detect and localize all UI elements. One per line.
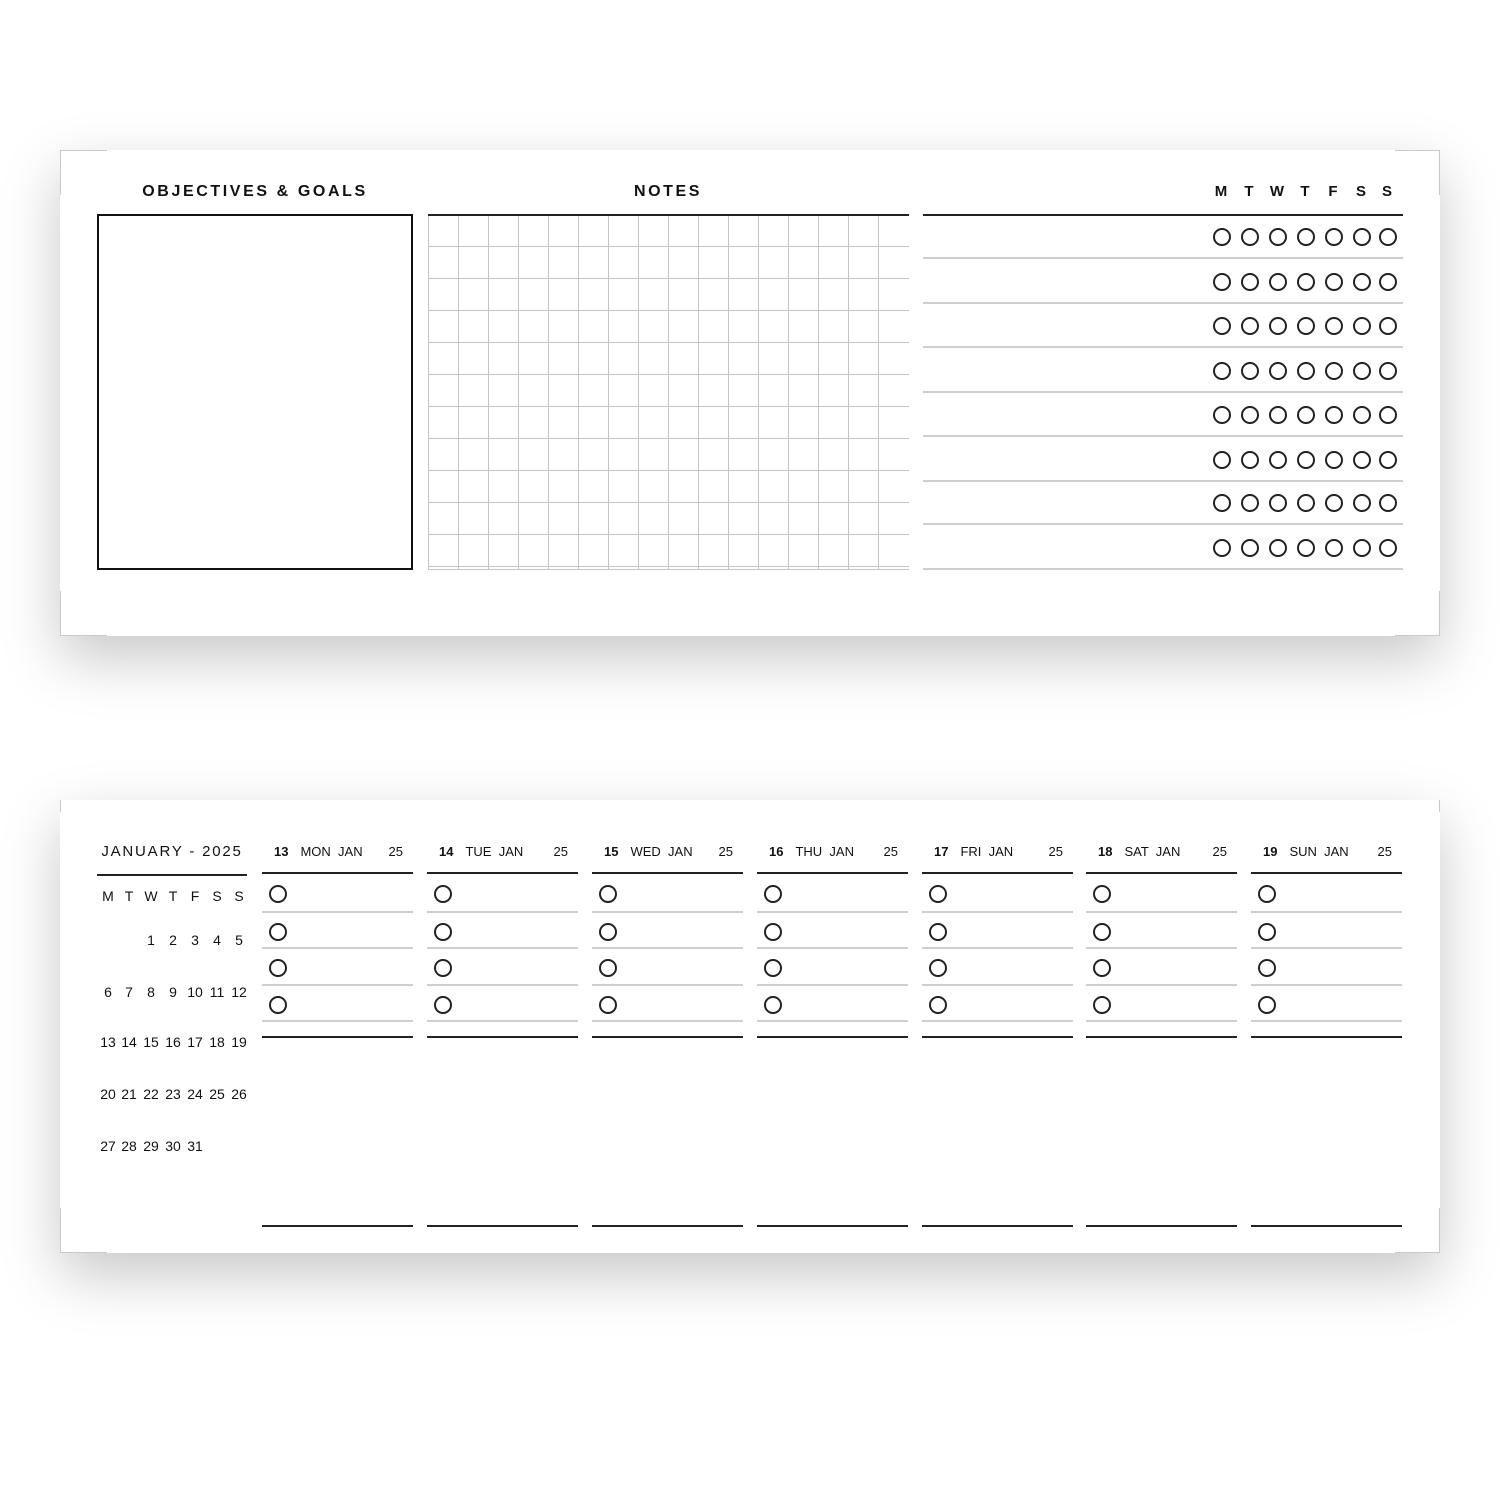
task-checkbox[interactable] <box>269 996 287 1014</box>
task-field[interactable] <box>457 990 576 1018</box>
habit-checkbox[interactable] <box>1353 539 1371 557</box>
day-year: 25 <box>1377 844 1392 859</box>
habit-checkbox[interactable] <box>1297 539 1315 557</box>
task-rule <box>757 1020 908 1022</box>
task-field[interactable] <box>292 953 411 981</box>
habit-row-rule <box>923 302 1403 304</box>
task-checkbox[interactable] <box>599 996 617 1014</box>
crop-mark <box>60 150 61 195</box>
habit-name-field[interactable] <box>923 486 1203 516</box>
habit-checkbox[interactable] <box>1353 406 1371 424</box>
day-header-rule <box>1251 872 1402 874</box>
task-field[interactable] <box>622 953 741 981</box>
mini-cal-date[interactable]: 13 <box>100 1034 116 1050</box>
task-field[interactable] <box>1116 953 1235 981</box>
mini-cal-date[interactable]: 28 <box>121 1138 137 1154</box>
task-rule <box>592 1020 743 1022</box>
habit-checkbox[interactable] <box>1325 273 1343 291</box>
task-rule <box>757 984 908 986</box>
mini-cal-date[interactable]: 12 <box>231 984 247 1000</box>
habit-name-field[interactable] <box>923 220 1203 250</box>
task-field[interactable] <box>292 879 411 907</box>
task-checkbox[interactable] <box>929 923 947 941</box>
day-name: MON JAN <box>300 844 363 859</box>
habit-checkbox[interactable] <box>1241 273 1259 291</box>
tasks-end-rule <box>1251 1036 1402 1038</box>
task-rule <box>1086 1020 1237 1022</box>
day-number: 14 <box>439 844 454 859</box>
day-year: 25 <box>553 844 568 859</box>
day-name: SUN JAN <box>1289 844 1349 859</box>
habit-row-rule <box>923 435 1403 437</box>
grid-line <box>848 216 849 570</box>
task-checkbox[interactable] <box>929 959 947 977</box>
task-rule <box>1086 947 1237 949</box>
task-rule <box>757 911 908 913</box>
habit-name-field[interactable] <box>923 265 1203 295</box>
habit-checkbox[interactable] <box>1379 494 1397 512</box>
crop-mark <box>1439 150 1440 195</box>
task-checkbox[interactable] <box>929 996 947 1014</box>
tasks-end-rule <box>922 1036 1073 1038</box>
habit-checkbox[interactable] <box>1297 317 1315 335</box>
task-rule <box>592 947 743 949</box>
habit-checkbox[interactable] <box>1241 539 1259 557</box>
mini-cal-date[interactable]: 25 <box>209 1086 225 1102</box>
habit-day-letter: S <box>1381 183 1392 200</box>
task-field[interactable] <box>622 879 741 907</box>
task-checkbox[interactable] <box>269 885 287 903</box>
task-rule <box>1086 984 1237 986</box>
tasks-end-rule <box>262 1036 413 1038</box>
grid-line <box>668 216 669 570</box>
grid-line <box>728 216 729 570</box>
habit-checkbox[interactable] <box>1325 362 1343 380</box>
habit-name-field[interactable] <box>923 443 1203 473</box>
tasks-end-rule <box>592 1036 743 1038</box>
mini-cal-date[interactable]: 22 <box>143 1086 159 1102</box>
habit-checkbox[interactable] <box>1213 539 1231 557</box>
task-rule <box>1251 984 1402 986</box>
task-field[interactable] <box>1116 917 1235 945</box>
task-field[interactable] <box>952 953 1071 981</box>
habit-day-letter: S <box>1355 183 1366 200</box>
day-header <box>274 844 411 859</box>
task-checkbox[interactable] <box>269 923 287 941</box>
habit-checkbox[interactable] <box>1353 451 1371 469</box>
habit-checkbox[interactable] <box>1353 494 1371 512</box>
task-rule <box>757 947 908 949</box>
task-field[interactable] <box>787 879 906 907</box>
day-name: SAT JAN <box>1124 844 1181 859</box>
task-checkbox[interactable] <box>929 885 947 903</box>
task-field[interactable] <box>622 917 741 945</box>
habit-day-letter: F <box>1328 183 1338 200</box>
habit-checkbox[interactable] <box>1269 539 1287 557</box>
task-field[interactable] <box>457 917 576 945</box>
grid-line <box>878 216 879 570</box>
habit-checkbox[interactable] <box>1241 317 1259 335</box>
mini-cal-date[interactable]: 18 <box>209 1034 225 1050</box>
day-notes-area[interactable] <box>1086 1042 1237 1222</box>
day-name: FRI JAN <box>960 844 1014 859</box>
day-number: 13 <box>274 844 289 859</box>
grid-line <box>518 216 519 570</box>
grid-line <box>758 216 759 570</box>
habit-checkbox[interactable] <box>1379 451 1397 469</box>
task-rule <box>427 1020 578 1022</box>
day-header <box>604 844 741 859</box>
day-columns <box>60 800 1440 1253</box>
task-checkbox[interactable] <box>764 959 782 977</box>
task-rule <box>922 947 1073 949</box>
grid-line <box>428 216 429 570</box>
habit-checkbox[interactable] <box>1269 228 1287 246</box>
task-rule <box>262 911 413 913</box>
day-header-rule <box>592 872 743 874</box>
task-checkbox[interactable] <box>599 959 617 977</box>
task-rule <box>1251 1020 1402 1022</box>
mini-cal-date[interactable]: 14 <box>121 1034 137 1050</box>
habit-row-rule <box>923 568 1403 570</box>
habit-checkbox[interactable] <box>1325 539 1343 557</box>
crop-mark <box>1395 635 1440 636</box>
day-number: 18 <box>1098 844 1113 859</box>
mini-cal-date[interactable]: 9 <box>169 984 177 1000</box>
habit-day-letter: W <box>1269 183 1285 200</box>
mini-cal-weekday: T <box>168 888 178 904</box>
task-field[interactable] <box>292 990 411 1018</box>
habit-checkbox[interactable] <box>1213 273 1231 291</box>
habit-checkbox[interactable] <box>1325 494 1343 512</box>
day-year: 25 <box>883 844 898 859</box>
task-checkbox[interactable] <box>1093 996 1111 1014</box>
day-year: 25 <box>718 844 733 859</box>
mini-cal-date[interactable]: 27 <box>100 1138 116 1154</box>
grid-line <box>788 216 789 570</box>
task-rule <box>262 947 413 949</box>
objectives-heading: OBJECTIVES & GOALS <box>142 183 368 200</box>
task-rule <box>592 911 743 913</box>
habit-checkbox[interactable] <box>1241 362 1259 380</box>
day-notes-area[interactable] <box>757 1042 908 1222</box>
tasks-end-rule <box>1086 1036 1237 1038</box>
crop-mark <box>60 635 107 636</box>
task-field[interactable] <box>1281 879 1400 907</box>
habit-checkbox[interactable] <box>1379 228 1397 246</box>
day-year: 25 <box>388 844 403 859</box>
day-bottom-rule <box>757 1225 908 1227</box>
habit-checkbox[interactable] <box>1353 362 1371 380</box>
notes-grid[interactable] <box>428 214 909 570</box>
mini-cal-date[interactable]: 26 <box>231 1086 247 1102</box>
task-checkbox[interactable] <box>269 959 287 977</box>
habit-name-field[interactable] <box>923 398 1203 428</box>
habit-checkbox[interactable] <box>1269 362 1287 380</box>
task-rule <box>592 984 743 986</box>
task-rule <box>427 984 578 986</box>
habit-row-rule <box>923 391 1403 393</box>
habit-tracker <box>923 180 1403 572</box>
day-name: WED JAN <box>630 844 693 859</box>
habit-checkbox[interactable] <box>1297 494 1315 512</box>
mini-cal-date[interactable]: 3 <box>191 932 199 948</box>
task-checkbox[interactable] <box>434 959 452 977</box>
mini-cal-date[interactable]: 10 <box>187 984 203 1000</box>
grid-line <box>458 216 459 570</box>
grid-line <box>818 216 819 570</box>
habit-checkbox[interactable] <box>1353 228 1371 246</box>
mini-cal-weekday: S <box>212 888 222 904</box>
day-header <box>769 844 906 859</box>
mini-cal-date[interactable]: 29 <box>143 1138 159 1154</box>
habit-name-field[interactable] <box>923 309 1203 339</box>
mini-cal-date[interactable]: 16 <box>165 1034 181 1050</box>
task-checkbox[interactable] <box>764 996 782 1014</box>
mini-cal-date[interactable]: 21 <box>121 1086 137 1102</box>
task-rule <box>262 1020 413 1022</box>
day-header <box>934 844 1071 859</box>
habit-checkbox[interactable] <box>1213 406 1231 424</box>
task-checkbox[interactable] <box>1258 885 1276 903</box>
habit-row-rule <box>923 480 1403 482</box>
task-field[interactable] <box>1281 953 1400 981</box>
habit-checkbox[interactable] <box>1269 451 1287 469</box>
day-notes-area[interactable] <box>592 1042 743 1222</box>
crop-mark <box>60 591 61 636</box>
day-number: 19 <box>1263 844 1278 859</box>
day-bottom-rule <box>1251 1225 1402 1227</box>
task-field[interactable] <box>952 917 1071 945</box>
task-checkbox[interactable] <box>434 923 452 941</box>
habit-checkbox[interactable] <box>1269 273 1287 291</box>
task-rule <box>427 911 578 913</box>
mini-cal-date[interactable]: 17 <box>187 1034 203 1050</box>
habit-day-letter: M <box>1214 183 1228 200</box>
habit-checkbox[interactable] <box>1297 228 1315 246</box>
task-rule <box>1251 947 1402 949</box>
habit-checkbox[interactable] <box>1297 362 1315 380</box>
day-bottom-rule <box>922 1225 1073 1227</box>
objectives-box[interactable] <box>97 214 413 570</box>
task-checkbox[interactable] <box>599 885 617 903</box>
habit-checkbox[interactable] <box>1213 362 1231 380</box>
task-field[interactable] <box>457 953 576 981</box>
day-bottom-rule <box>592 1225 743 1227</box>
mini-cal-date[interactable]: 7 <box>125 984 133 1000</box>
habit-checkbox[interactable] <box>1379 406 1397 424</box>
grid-line <box>638 216 639 570</box>
day-number: 15 <box>604 844 619 859</box>
mini-cal-date[interactable]: 31 <box>187 1138 203 1154</box>
habit-checkbox[interactable] <box>1353 273 1371 291</box>
habit-checkbox[interactable] <box>1213 494 1231 512</box>
habit-checkbox[interactable] <box>1353 317 1371 335</box>
habit-checkbox[interactable] <box>1213 317 1231 335</box>
day-notes-area[interactable] <box>922 1042 1073 1222</box>
task-field[interactable] <box>952 990 1071 1018</box>
mini-cal-date[interactable]: 20 <box>100 1086 116 1102</box>
mini-cal-date[interactable]: 24 <box>187 1086 203 1102</box>
habit-top-rule <box>923 214 1403 216</box>
task-rule <box>427 947 578 949</box>
day-name: TUE JAN <box>465 844 524 859</box>
mini-cal-date[interactable]: 6 <box>104 984 112 1000</box>
task-field[interactable] <box>292 917 411 945</box>
habit-name-field[interactable] <box>923 354 1203 384</box>
habit-checkbox[interactable] <box>1379 317 1397 335</box>
habit-checkbox[interactable] <box>1241 451 1259 469</box>
mini-cal-weekday: T <box>124 888 134 904</box>
mini-cal-date[interactable]: 23 <box>165 1086 181 1102</box>
grid-line <box>548 216 549 570</box>
task-checkbox[interactable] <box>434 885 452 903</box>
task-rule <box>922 984 1073 986</box>
task-field[interactable] <box>787 953 906 981</box>
day-bottom-rule <box>262 1225 413 1227</box>
day-header <box>439 844 576 859</box>
day-number: 17 <box>934 844 949 859</box>
habit-checkbox[interactable] <box>1297 451 1315 469</box>
task-field[interactable] <box>1116 879 1235 907</box>
habit-row-rule <box>923 346 1403 348</box>
day-header-rule <box>262 872 413 874</box>
day-bottom-rule <box>1086 1225 1237 1227</box>
mini-cal-date[interactable]: 4 <box>213 932 221 948</box>
task-rule <box>1086 911 1237 913</box>
mini-cal-date[interactable]: 30 <box>165 1138 181 1154</box>
habit-name-field[interactable] <box>923 531 1203 561</box>
crop-mark <box>1395 150 1440 151</box>
task-checkbox[interactable] <box>1258 923 1276 941</box>
task-rule <box>922 911 1073 913</box>
habit-checkbox[interactable] <box>1213 228 1231 246</box>
day-year: 25 <box>1048 844 1063 859</box>
day-notes-area[interactable] <box>427 1042 578 1222</box>
task-checkbox[interactable] <box>599 923 617 941</box>
task-checkbox[interactable] <box>1258 959 1276 977</box>
habit-row-rule <box>923 523 1403 525</box>
habit-checkbox[interactable] <box>1241 494 1259 512</box>
grid-line <box>488 216 489 570</box>
task-field[interactable] <box>787 990 906 1018</box>
mini-cal-date[interactable]: 19 <box>231 1034 247 1050</box>
task-checkbox[interactable] <box>764 923 782 941</box>
grid-line <box>698 216 699 570</box>
task-checkbox[interactable] <box>1093 923 1111 941</box>
tasks-end-rule <box>757 1036 908 1038</box>
habit-checkbox[interactable] <box>1241 228 1259 246</box>
task-checkbox[interactable] <box>764 885 782 903</box>
month-title: JANUARY - 2025 <box>101 843 243 860</box>
tasks-end-rule <box>427 1036 578 1038</box>
day-year: 25 <box>1212 844 1227 859</box>
habit-checkbox[interactable] <box>1269 494 1287 512</box>
task-field[interactable] <box>457 879 576 907</box>
task-rule <box>262 984 413 986</box>
mini-cal-date[interactable]: 5 <box>235 932 243 948</box>
mini-cal-date[interactable]: 2 <box>169 932 177 948</box>
mini-cal-date[interactable]: 1 <box>147 932 155 948</box>
crop-mark <box>60 150 107 151</box>
task-field[interactable] <box>1281 917 1400 945</box>
habit-checkbox[interactable] <box>1379 362 1397 380</box>
habit-day-letter: T <box>1300 183 1310 200</box>
day-header-rule <box>922 872 1073 874</box>
mini-cal-date[interactable]: 8 <box>147 984 155 1000</box>
habit-checkbox[interactable] <box>1297 273 1315 291</box>
task-field[interactable] <box>622 990 741 1018</box>
habit-day-letter: T <box>1244 183 1254 200</box>
task-field[interactable] <box>1116 990 1235 1018</box>
day-header <box>1098 844 1235 859</box>
task-rule <box>922 1020 1073 1022</box>
habit-checkbox[interactable] <box>1269 317 1287 335</box>
task-field[interactable] <box>787 917 906 945</box>
day-name: THU JAN <box>795 844 854 859</box>
habit-row-rule <box>923 257 1403 259</box>
day-header-rule <box>427 872 578 874</box>
task-checkbox[interactable] <box>434 996 452 1014</box>
day-header-rule <box>757 872 908 874</box>
task-checkbox[interactable] <box>1093 959 1111 977</box>
mini-cal-date[interactable]: 11 <box>209 984 225 1000</box>
mini-cal-weekday: F <box>190 888 200 904</box>
task-rule <box>1251 911 1402 913</box>
habit-checkbox[interactable] <box>1325 317 1343 335</box>
day-notes-area[interactable] <box>262 1042 413 1222</box>
task-field[interactable] <box>952 879 1071 907</box>
grid-line <box>578 216 579 570</box>
day-notes-area[interactable] <box>1251 1042 1402 1222</box>
habit-checkbox[interactable] <box>1379 539 1397 557</box>
task-checkbox[interactable] <box>1093 885 1111 903</box>
grid-line <box>608 216 609 570</box>
habit-checkbox[interactable] <box>1297 406 1315 424</box>
mini-cal-date[interactable]: 15 <box>143 1034 159 1050</box>
weekly-schedule-page <box>60 800 1440 1253</box>
mini-cal-weekday: S <box>234 888 244 904</box>
habit-checkbox[interactable] <box>1325 406 1343 424</box>
mini-cal-weekday: M <box>102 888 114 904</box>
habit-checkbox[interactable] <box>1269 406 1287 424</box>
day-header <box>1263 844 1400 859</box>
task-field[interactable] <box>1281 990 1400 1018</box>
notes-heading: NOTES <box>633 183 703 200</box>
day-number: 16 <box>769 844 784 859</box>
habit-checkbox[interactable] <box>1325 451 1343 469</box>
habit-checkbox[interactable] <box>1379 273 1397 291</box>
day-bottom-rule <box>427 1225 578 1227</box>
habit-checkbox[interactable] <box>1213 451 1231 469</box>
habit-checkbox[interactable] <box>1325 228 1343 246</box>
day-header-rule <box>1086 872 1237 874</box>
mini-cal-weekday: W <box>144 888 158 904</box>
weekly-goals-page <box>60 150 1440 636</box>
crop-mark <box>1439 591 1440 636</box>
task-checkbox[interactable] <box>1258 996 1276 1014</box>
habit-checkbox[interactable] <box>1241 406 1259 424</box>
